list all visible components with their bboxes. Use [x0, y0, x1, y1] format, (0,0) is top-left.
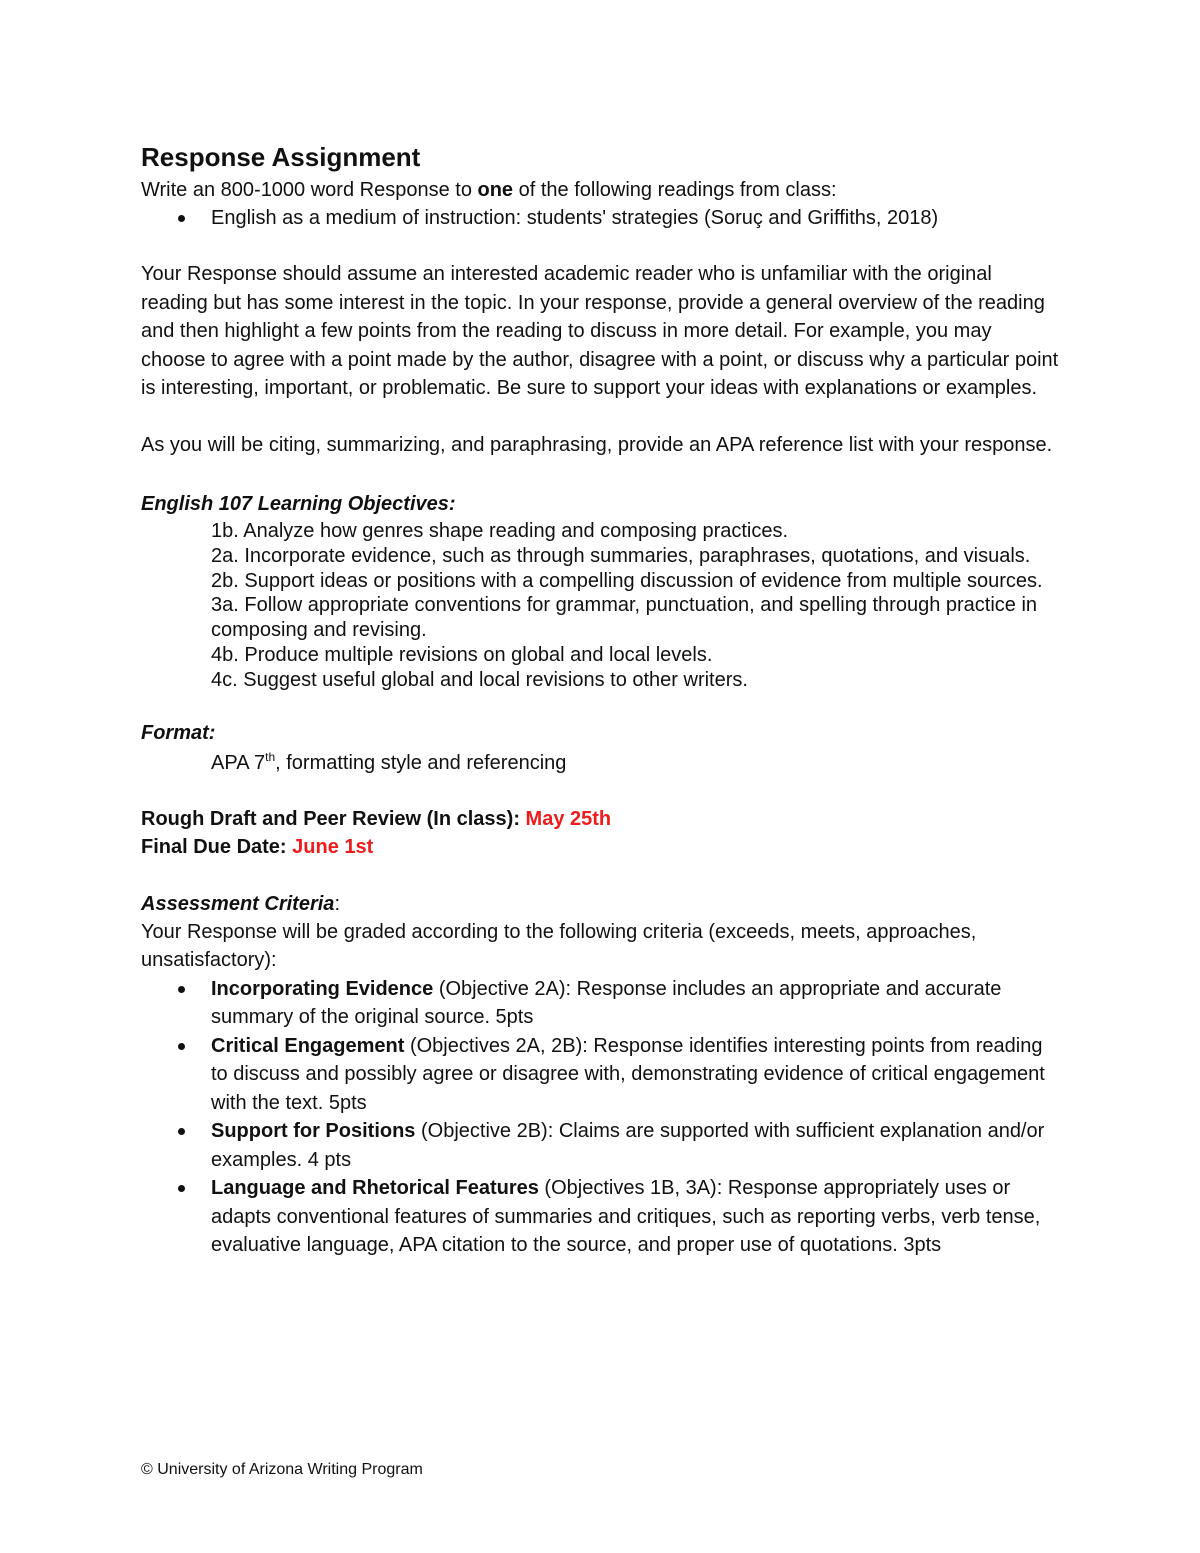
objectives-heading: English 107 Learning Objectives: [141, 493, 456, 515]
list-item: 2a. Incorporate evidence, such as through summaries, paraphrases, quotations, and visuals. [211, 544, 1031, 567]
copyright-footer: © University of Arizona Writing Program [141, 1461, 423, 1478]
list-item: Language and Rhetorical Features (Objectives 1B, 3A): Response appropriately uses or adapts conventional features of summaries and critiques, such as reporting verbs, verb tense, evaluative language, APA citation to the source, and proper use of quotations. 3pts [141, 1174, 1061, 1260]
bullet-icon [178, 1043, 185, 1050]
final-due-line: Final Due Date: June 1st [141, 835, 374, 858]
list-item: Critical Engagement (Objectives 2A, 2B): Response identifies interesting points from reading to discuss and possibly agree or disagree with, demonstrating evidence of critical engagement with the text. 5pts [141, 1032, 1061, 1118]
list-item: 4c. Suggest useful global and local revisions to other writers. [211, 668, 748, 691]
document-page [141, 140, 1061, 1260]
page-title: Response Assignment [141, 142, 421, 172]
bullet-icon [178, 1128, 185, 1135]
list-item: 4b. Produce multiple revisions on global and local levels. [211, 643, 713, 666]
list-item: 1b. Analyze how genres shape reading and composing practices. [211, 520, 789, 542]
assessment-intro: Your Response will be graded according to the following criteria (exceeds, meets, approaches, unsatisfactory): [141, 920, 977, 972]
assessment-heading: Assessment Criteria: [141, 892, 340, 915]
readings-list [141, 204, 1061, 232]
list-item: Support for Positions (Objective 2B): Claims are supported with sufficient explanation and/or examples. 4 pts [141, 1117, 1061, 1174]
bullet-icon [178, 1185, 185, 1192]
intro-line: Write an 800-1000 word Response to one of the following readings from class: [141, 179, 837, 201]
list-item: 3a. Follow appropriate conventions for grammar, punctuation, and spelling through practice in composing and revising. [211, 594, 1038, 642]
instructions-paragraph: Your Response should assume an interested academic reader who is unfamiliar with the original reading but has some interest in the topic. In your response, provide a general overview of the reading and then highlight a few points from the reading to discuss in more detail. For example, you may choose to agree with a point made by the author, disagree with a point, or discuss why a particular point is interesting, important, or problematic. Be sure to support your ideas with explanations or examples. [141, 263, 1059, 399]
criteria-list [141, 975, 1061, 1260]
final-due-date: June 1st [292, 835, 374, 858]
list-item: English as a medium of instruction: students' strategies (Soruç and Griffiths, 2018) [141, 204, 1061, 232]
bullet-icon [178, 215, 185, 222]
bullet-icon [178, 986, 185, 993]
format-heading: Format: [141, 721, 216, 744]
objectives-list [141, 519, 1061, 693]
rough-draft-line: Rough Draft and Peer Review (In class): May 25th [141, 807, 612, 830]
apa-paragraph: As you will be citing, summarizing, and paraphrasing, provide an APA reference list with your response. [141, 433, 1053, 456]
list-item: 2b. Support ideas or positions with a compelling discussion of evidence from multiple sources. [211, 569, 1043, 592]
list-item: Incorporating Evidence (Objective 2A): Response includes an appropriate and accurate summary of the original source. 5pts [141, 975, 1061, 1032]
emphasis-one: one [477, 179, 514, 201]
format-value: APA 7th, formatting style and referencing [211, 749, 567, 774]
rough-draft-date: May 25th [525, 807, 612, 830]
